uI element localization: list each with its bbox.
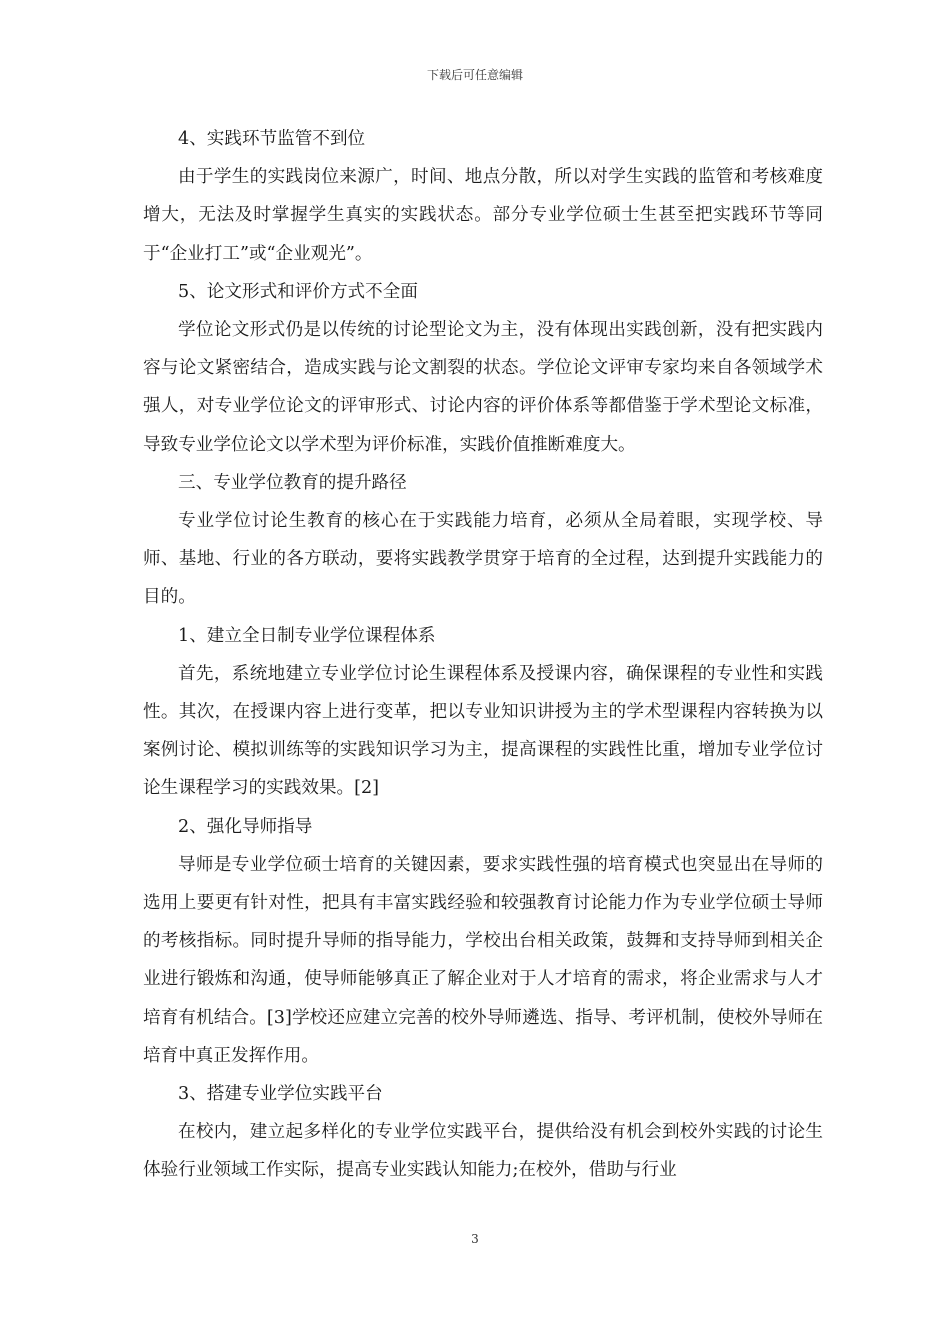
section-heading-5: 5、论文形式和评价方式不全面	[178, 281, 418, 302]
document-body	[143, 120, 823, 1190]
section-heading-3: 3、搭建专业学位实践平台	[178, 1084, 383, 1105]
section-heading-1: 1、建立全日制专业学位课程体系	[178, 625, 436, 646]
page-header: 下载后可任意编辑	[426, 68, 523, 82]
section-heading-2: 2、强化导师指导	[178, 816, 313, 837]
chapter-heading-3: 三、专业学位教育的提升路径	[178, 472, 407, 493]
body-paragraph: 首先，系统地建立专业学位讨论生课程体系及授课内容，确保课程的专业性和实践性。其次，在授课内容上进行变革，把以专业知识讲授为主的学术型课程内容转换为以案例讨论、模拟训练等的实践知识学习为主，提高课程的实践性比重，增加专业学位讨论生课程学习的实践效果。[2]	[143, 663, 823, 799]
body-paragraph: 学位论文形式仍是以传统的讨论型论文为主，没有体现出实践创新，没有把实践内容与论文紧密结合，造成实践与论文割裂的状态。学位论文评审专家均来自各领域学术强人，对专业学位论文的评审形式、讨论内容的评价体系等都借鉴于学术型论文标准，导致专业学位论文以学术型为评价标准，实践价值推断难度大。	[143, 320, 823, 455]
body-paragraph: 在校内，建立起多样化的专业学位实践平台，提供给没有机会到校外实践的讨论生体验行业领域工作实际，提高专业实践认知能力;在校外，借助与行业	[143, 1122, 823, 1181]
body-paragraph: 专业学位讨论生教育的核心在于实践能力培育，必须从全局着眼，实现学校、导师、基地、行业的各方联动，要将实践教学贯穿于培育的全过程，达到提升实践能力的目的。	[143, 511, 823, 608]
body-paragraph: 由于学生的实践岗位来源广，时间、地点分散，所以对学生实践的监管和考核难度增大，无法及时掌握学生真实的实践状态。部分专业学位硕士生甚至把实践环节等同于“企业打工”或“企业观光”。	[143, 167, 823, 264]
body-paragraph: 导师是专业学位硕士培育的关键因素，要求实践性强的培育模式也突显出在导师的选用上要更有针对性，把具有丰富实践经验和较强教育讨论能力作为专业学位硕士导师的考核指标。同时提升导师的指导能力，学校出台相关政策，鼓舞和支持导师到相关企业进行锻炼和沟通，使导师能够真正了解企业对于人才培育的需求，将企业需求与人才培育有机结合。[3]学校还应建立完善的校外导师遴选、指导、考评机制，使校外导师在培育中真正发挥作用。	[143, 854, 823, 1066]
page-number: 3	[471, 1232, 479, 1246]
section-heading-4: 4、实践环节监管不到位	[178, 129, 366, 149]
